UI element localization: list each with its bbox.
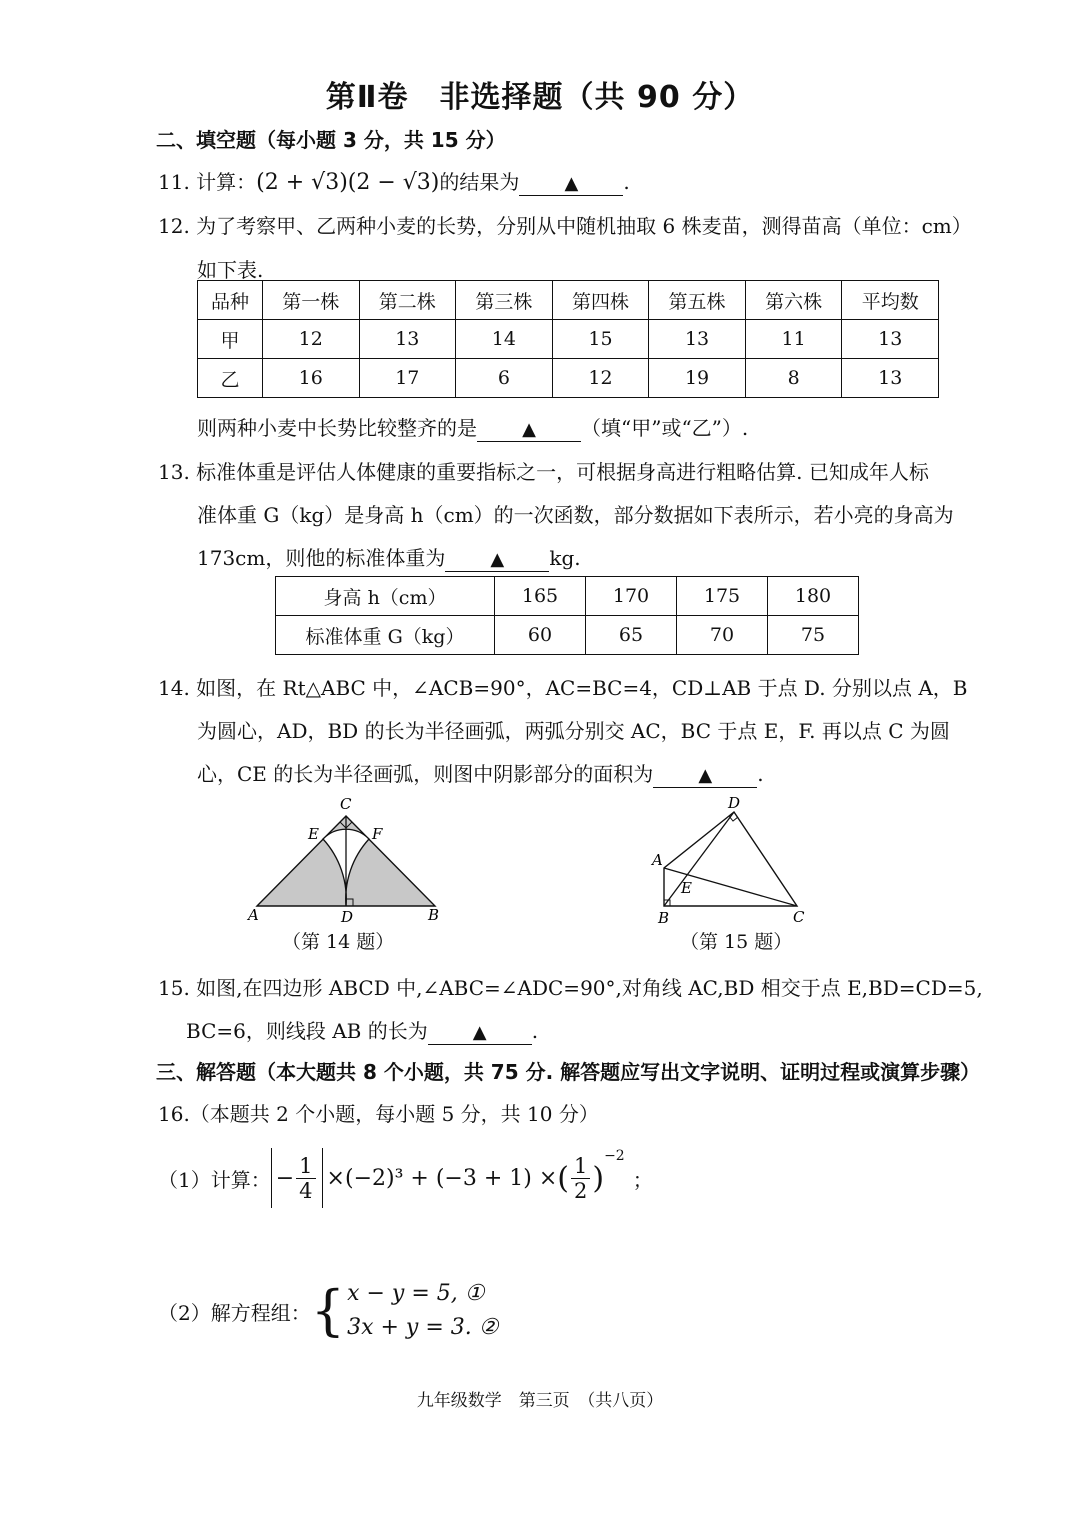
- figure-15-caption: （第 15 题）: [680, 931, 793, 953]
- table-cell: 13: [649, 320, 746, 359]
- blank-marker: ▲: [522, 419, 536, 440]
- figure-15: [646, 792, 826, 932]
- label-c: C: [793, 908, 805, 926]
- table-cell: 13: [359, 320, 456, 359]
- table-cell: 乙: [198, 359, 263, 398]
- q13-line2: 准体重 G（kg）是身高 h（cm）的一次函数，部分数据如下表所示，若小亮的身高为: [197, 503, 954, 527]
- label-b: B: [658, 909, 670, 927]
- table-cell: 6: [456, 359, 553, 398]
- paren-close: ): [592, 1160, 605, 1196]
- fraction-denominator: 4: [299, 1178, 313, 1203]
- fraction-denominator: 2: [573, 1178, 588, 1203]
- equation-2: 3x + y = 3. ②: [347, 1315, 499, 1340]
- q13-answer-blank: [445, 547, 549, 572]
- table-cell: 17: [359, 359, 456, 398]
- table-cell: 13: [842, 359, 939, 398]
- table-cell: 标准体重 G（kg）: [276, 616, 495, 655]
- table-header-cell: 第四株: [552, 281, 649, 320]
- q16-part1-end: ；: [632, 1167, 653, 1192]
- label-d: D: [341, 908, 354, 926]
- equation-1: x − y = 5, ①: [347, 1281, 485, 1306]
- label-f: F: [372, 825, 383, 843]
- table-cell: 75: [768, 616, 859, 655]
- table-cell: 身高 h（cm）: [276, 577, 495, 616]
- q16-part2-label: （2）解方程组：: [158, 1300, 311, 1325]
- q12-after-suffix: （填“甲”或“乙”）.: [581, 416, 749, 440]
- q15-line2: [186, 1015, 538, 1045]
- table-row: [276, 577, 859, 616]
- table-header-cell: 第三株: [456, 281, 553, 320]
- label-e: E: [308, 825, 319, 843]
- q11-answer-blank: [519, 171, 623, 196]
- q13-line3-suffix: kg.: [549, 546, 581, 570]
- blank-marker: ▲: [490, 549, 505, 570]
- q14-line3: [197, 758, 764, 788]
- q14-answer-blank: [653, 763, 757, 788]
- table-header-cell: 品种: [198, 281, 263, 320]
- equation-system: [347, 1277, 498, 1345]
- fraction-one-quarter: [296, 1154, 315, 1203]
- blank-marker: ▲: [698, 765, 713, 786]
- q14-line3-suffix: .: [757, 762, 764, 786]
- table-cell: 14: [456, 320, 553, 359]
- page-footer: 九年级数学 第三页 （共八页）: [416, 1391, 664, 1411]
- q11-prefix: 11. 计算：: [158, 170, 257, 194]
- label-a: A: [248, 906, 259, 924]
- q12-table: [197, 280, 939, 398]
- page-title: 第Ⅱ卷 非选择题（共 90 分）: [325, 80, 755, 115]
- q11-end: .: [623, 170, 630, 194]
- table-row: [198, 320, 939, 359]
- table-cell: 175: [677, 577, 768, 616]
- label-c: C: [340, 796, 352, 813]
- table-cell: 16: [262, 359, 359, 398]
- label-e: E: [681, 879, 692, 897]
- q11-suffix: 的结果为: [439, 170, 520, 194]
- q16-part1-label: （1）计算：: [158, 1167, 271, 1192]
- q16-part1: [158, 1146, 653, 1210]
- table-cell: 70: [677, 616, 768, 655]
- table-header-cell: 第二株: [359, 281, 456, 320]
- fraction-numerator: 1: [296, 1154, 315, 1179]
- table-cell: 15: [552, 320, 649, 359]
- q12-answer-blank: [477, 417, 581, 442]
- q13-table: [275, 576, 859, 655]
- table-row: [198, 359, 939, 398]
- absolute-value: [271, 1148, 323, 1208]
- label-d: D: [728, 794, 741, 812]
- q16-heading: 16.（本题共 2 个小题，每小题 5 分，共 10 分）: [158, 1102, 599, 1126]
- label-b: B: [428, 906, 440, 924]
- table-cell: 11: [745, 320, 842, 359]
- table-header-cell: 平均数: [842, 281, 939, 320]
- q15-line2-suffix: .: [531, 1019, 539, 1043]
- table-cell: 65: [586, 616, 677, 655]
- q13-line3-prefix: 173cm，则他的标准体重为: [197, 546, 446, 570]
- table-header-cell: 第五株: [649, 281, 746, 320]
- fraction-one-half: [571, 1154, 590, 1203]
- q13-line3: [197, 542, 581, 572]
- q15-line2-prefix: BC=6，则线段 AB 的长为: [186, 1019, 428, 1043]
- q12-after: [197, 412, 748, 442]
- paren-open: (: [557, 1160, 569, 1196]
- q13-line1: 13. 标准体重是评估人体健康的重要指标之一，可根据身高进行粗略估算. 已知成年人标: [158, 460, 929, 484]
- q12-line2: 如下表.: [197, 258, 264, 282]
- table-cell: 180: [768, 577, 859, 616]
- fraction-numerator: 1: [571, 1154, 590, 1179]
- blank-marker: ▲: [564, 173, 579, 194]
- q15-line1: 15. 如图,在四边形 ABCD 中,∠ABC=∠ADC=90°,对角线 AC,BD 相交于点 E,BD=CD=5,: [158, 976, 983, 1000]
- table-cell: 13: [842, 320, 939, 359]
- q12-after-prefix: 则两种小麦中长势比较整齐的是: [197, 416, 477, 440]
- q12-line1: 12. 为了考察甲、乙两种小麦的长势，分别从中随机抽取 6 株麦苗，测得苗高（单位：cm）: [158, 214, 972, 238]
- table-header-cell: 第一株: [262, 281, 359, 320]
- q16-part2: [158, 1276, 498, 1346]
- blank-marker: ▲: [472, 1022, 487, 1043]
- table-row: [198, 281, 939, 320]
- exponent: −2: [604, 1148, 625, 1164]
- table-row: [276, 616, 859, 655]
- q14-line3-prefix: 心，CE 的长为半径画弧，则图中阴影部分的面积为: [197, 762, 654, 786]
- table-cell: 19: [649, 359, 746, 398]
- table-cell: 8: [745, 359, 842, 398]
- table-header-cell: 第六株: [745, 281, 842, 320]
- section-2-heading: 二、填空题（每小题 3 分，共 15 分）: [156, 128, 506, 152]
- q11-expression: (2 + √3)(2 − √3): [256, 170, 440, 195]
- table-cell: 170: [586, 577, 677, 616]
- figure-14-caption: （第 14 题）: [282, 931, 395, 953]
- question-11: [158, 166, 630, 196]
- brace-icon: {: [310, 1279, 346, 1342]
- table-cell: 12: [262, 320, 359, 359]
- section-3-heading: 三、解答题（本大题共 8 个小题，共 75 分. 解答题应写出文字说明、证明过程或演算步骤）: [156, 1060, 981, 1084]
- table-cell: 甲: [198, 320, 263, 359]
- q14-line2: 为圆心，AD，BD 的长为半径画弧，两弧分别交 AC，BC 于点 E，F. 再以点 C 为圆: [197, 719, 950, 743]
- table-cell: 165: [495, 577, 586, 616]
- table-cell: 12: [552, 359, 649, 398]
- q16-part1-middle: ×(−2)³ + (−3 + 1) ×: [326, 1165, 558, 1191]
- label-a: A: [652, 851, 663, 869]
- q14-line1: 14. 如图，在 Rt△ABC 中，∠ACB=90°，AC=BC=4，CD⊥AB 于点 D. 分别以点 A，B: [158, 676, 968, 700]
- figure-14: [240, 796, 460, 926]
- q15-answer-blank: [428, 1020, 532, 1045]
- table-cell: 60: [495, 616, 586, 655]
- minus-sign: −: [275, 1165, 295, 1191]
